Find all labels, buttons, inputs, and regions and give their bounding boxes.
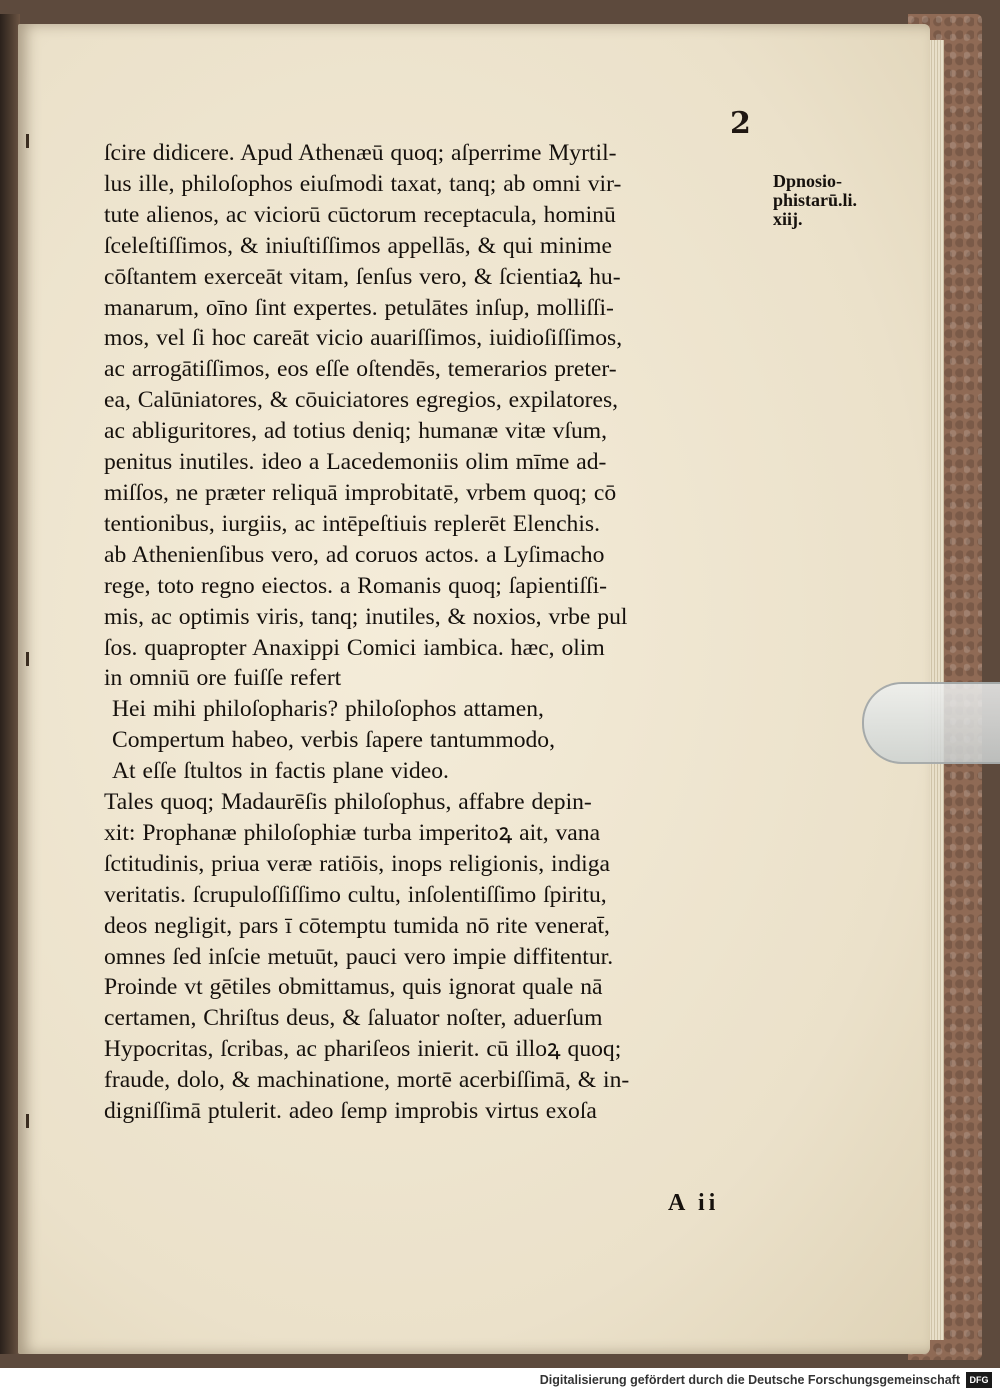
text-line: cōſtantem exerceāt vitam, ſenſus vero, & ſcientiaꝝ hu- — [104, 263, 621, 290]
text-line: ſceleſtiſſimos, & iniuſtiſſimos appellās, & qui minime — [104, 232, 612, 259]
marginal-line: Dpnosio- — [773, 171, 843, 191]
text-line: in omniū ore fuiſſe refert — [104, 665, 342, 692]
page-clip — [862, 682, 1000, 764]
text-line: Tales quoq; Madaurēſis philoſophus, affabre depin- — [104, 789, 592, 816]
marginal-line: xiij. — [773, 209, 803, 229]
text-line: ſos. quapropter Anaxippi Comici iambica. hæc, olim — [104, 634, 605, 661]
text-line: fraude, dolo, & machinatione, mortē acerbiſſimā, & in- — [104, 1067, 630, 1094]
verse-line: Hei mihi philoſopharis? philoſophos attamen, — [112, 696, 544, 723]
text-line: mis, ac optimis viris, tanq; inutiles, & noxios, vrbe pul — [104, 603, 628, 630]
text-line: ſctitudinis, priua veræ ratiōis, inops religionis, indiga — [104, 850, 610, 877]
footer-bar — [0, 1368, 1000, 1393]
text-line: ac abliguritores, ad totius deniq; humanæ vitæ vſum, — [104, 418, 608, 445]
text-line: certamen, Chriſtus deus, & ſaluator noſter, aduerſum — [104, 1005, 603, 1032]
marginal-line: phistarū.li. — [773, 190, 858, 210]
signature-mark: A ii — [668, 1190, 720, 1216]
marginal-note — [773, 172, 903, 229]
text-line: ea, Calūniatores, & cōuiciatores egregios, expilatores, — [104, 387, 619, 414]
text-line: penitus inutiles. ideo a Lacedemoniis olim mīme ad- — [104, 449, 607, 476]
page-number: 2 — [730, 106, 751, 141]
text-line: veritatis. ſcrupuloſſiſſimo cultu, inſolentiſſimo ſpiritu, — [104, 881, 607, 908]
body-text — [104, 138, 769, 1127]
text-line: manarum, oīno ſint expertes. petulātes inſup, molliſſi- — [104, 294, 614, 321]
text-line: Proinde vt gētiles obmittamus, quis ignorat quale nā — [104, 974, 603, 1001]
text-line: ab Athenienſibus vero, ad coruos actos. a Lyſimacho — [104, 541, 605, 568]
text-line: ac arrogātiſſimos, eos eſſe oſtendēs, temerarios preter- — [104, 356, 617, 383]
text-line: deos negligit, pars ī cōtemptu tumida nō rite venerat̄, — [104, 912, 610, 939]
gutter-mark — [26, 1114, 29, 1128]
verse-line: Compertum habeo, verbis ſapere tantummodo, — [112, 727, 555, 754]
text-line: lus ille, philoſophos eiuſmodi taxat, tanq; ab omni vir- — [104, 170, 622, 197]
text-line: ſcire didicere. Apud Athenæū quoq; aſperrime Myrtil- — [104, 140, 617, 166]
gutter-mark — [26, 134, 29, 148]
funding-credit: Digitalisierung gefördert durch die Deutsche Forschungsgemeinschaft — [539, 1373, 960, 1387]
dfg-logo: DFG — [966, 1372, 992, 1388]
text-line: tute alienos, ac viciorū cūctorum receptacula, hominū — [104, 201, 616, 228]
text-line: xit: Prophanæ philoſophiæ turba imperitoꝝ ait, vana — [104, 819, 601, 846]
text-line: omnes ſed inſcie metuūt, pauci vero impie diffitentur. — [104, 943, 614, 970]
verse-line: At eſſe ſtultos in factis plane video. — [112, 758, 449, 785]
text-line: digniſſimā ptulerit. adeo ſemp improbis virtus exoſa — [104, 1098, 597, 1125]
text-line: miſſos, ne præter reliquā improbitatē, vrbem quoq; cō — [104, 479, 617, 506]
text-line: rege, toto regno eiectos. a Romanis quoq; ſapientiſſi- — [104, 572, 607, 599]
text-line: mos, vel ſi hoc careāt vicio auariſſimos, iuidioſiſſimos, — [104, 325, 623, 352]
gutter-mark — [26, 652, 29, 666]
text-line: Hypocritas, ſcribas, ac phariſeos inierit. cū illoꝝ quoq; — [104, 1036, 622, 1063]
book-spine — [0, 14, 20, 1354]
text-line: tentionibus, iurgiis, ac intēpeſtiuis replerēt Elenchis. — [104, 510, 600, 537]
